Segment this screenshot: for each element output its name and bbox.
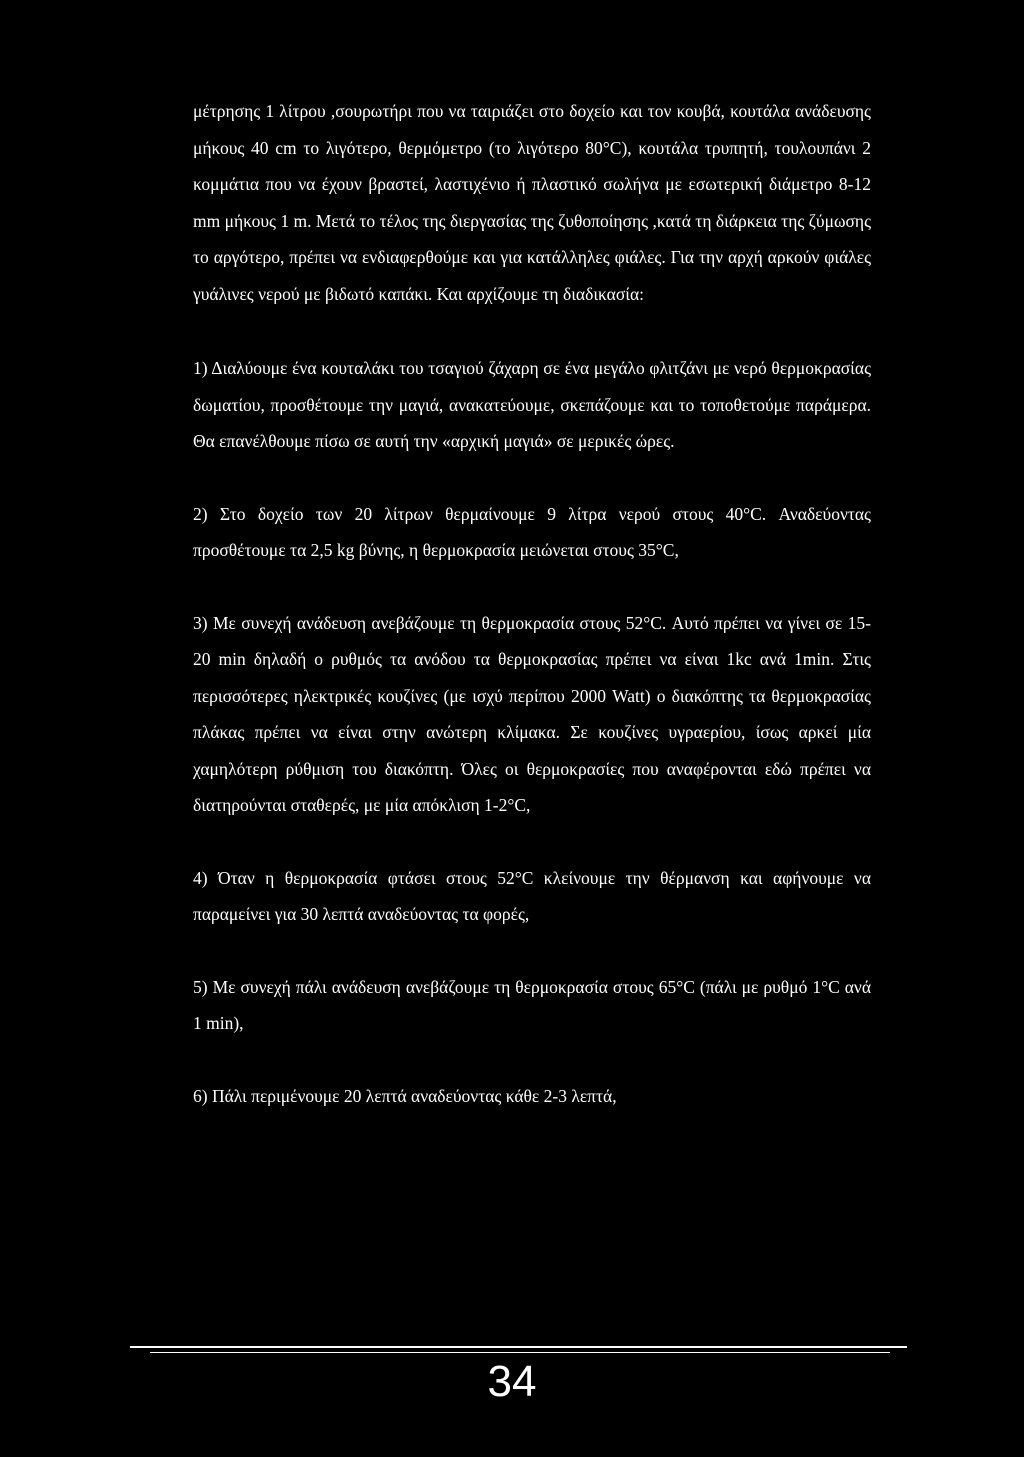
step-1-paragraph: 1) Διαλύουμε ένα κουταλάκι του τσαγιού ζάχαρη σε ένα μεγάλο φλιτζάνι με νερό θερμοκρασίας δωματίου, προσθέτουμε την μαγιά, ανακατεύουμε, σκεπάζουμε και το τοποθετούμε παράμερα. Θα επανέλθουμε πίσω σε αυτή την «αρχική μαγιά» σε μερικές ώρες. bbox=[193, 358, 871, 451]
step-2-paragraph: 2) Στο δοχείο των 20 λίτρων θερμαίνουμε 9 λίτρα νερού στους 40°C. Αναδεύοντας προσθέτουμε τα 2,5 kg βύνης, η θερμοκρασία μειώνεται στους 35°C, bbox=[193, 503, 871, 560]
footer-rule-thick bbox=[130, 1346, 907, 1348]
page-number: 34 bbox=[487, 1357, 537, 1406]
step-4-paragraph: 4) Όταν η θερμοκρασία φτάσει στους 52°C κλείνουμε την θέρμανση και αφήνουμε να παραμείνει για 30 λεπτά αναδεύοντας τα φορές, bbox=[193, 867, 871, 924]
intro-paragraph: μέτρησης 1 λίτρου ,σουρωτήρι που να ταιριάζει στο δοχείο και τον κουβά, κουτάλα ανάδευσης μήκους 40 cm το λιγότερο, θερμόμετρο (το λιγότερο 80°C), κουτάλα τρυπητή, τουλουπάνι 2 κομμάτια που να έχουν βραστεί, λαστιχένιο ή πλαστικό σωλήνα με εσωτερική διάμετρο 8-12 mm μήκους 1 m. Μετά το τέλος της διεργασίας της ζυθοποίησης ,κατά τη διάρκεια της ζύμωσης το αργότερο, πρέπει να ενδιαφερθούμε και για κατάλληλες φιάλες. Για την αρχή αρκούν φιάλες γυάλινες νερού με βιδωτό καπάκι. Και αρχίζουμε τη διαδικασία: bbox=[193, 101, 871, 304]
step-3-paragraph: 3) Με συνεχή ανάδευση ανεβάζουμε τη θερμοκρασία στους 52°C. Αυτό πρέπει να γίνει σε 15-20 min δηλαδή ο ρυθμός τα ανόδου τα θερμοκρασίας πρέπει να είναι 1kc ανά 1min. Στις περισσότερες ηλεκτρικές κουζίνες (με ισχύ περίπου 2000 Watt) ο διακόπτης τα θερμοκρασίας πλάκας πρέπει να είναι στην ανώτερη κλίμακα. Σε κουζίνες υγραερίου, ίσως αρκεί μία χαμηλότερη ρύθμιση του διακόπτη. Όλες οι θερμοκρασίες που αναφέρονται εδώ πρέπει να διατηρούνται σταθερές, με μία απόκλιση 1-2°C, bbox=[193, 612, 871, 815]
document-body bbox=[193, 93, 871, 1114]
step-6-paragraph: 6) Πάλι περιμένουμε 20 λεπτά αναδεύοντας κάθε 2-3 λεπτά, bbox=[193, 1085, 617, 1106]
step-5-paragraph: 5) Με συνεχή πάλι ανάδευση ανεβάζουμε τη θερμοκρασία στους 65°C (πάλι με ρυθμό 1°C ανά 1 min), bbox=[193, 976, 871, 1033]
